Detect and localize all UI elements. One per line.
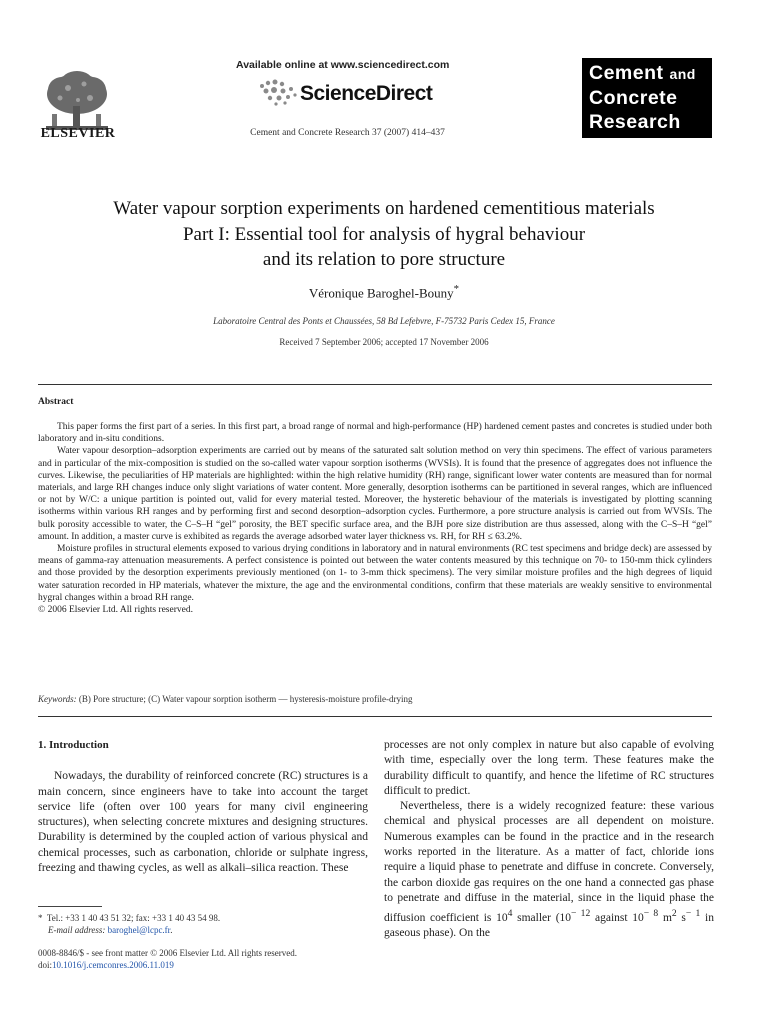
doi-link[interactable]: 10.1016/j.cemconres.2006.11.019 bbox=[52, 960, 174, 970]
journal-citation: Cement and Concrete Research 37 (2007) 414–437 bbox=[250, 128, 445, 138]
available-online-text[interactable]: Available online at www.sciencedirect.com bbox=[236, 59, 450, 71]
sciencedirect-dots-icon bbox=[256, 78, 300, 106]
intro-paragraph-2: Nevertheless, there is a widely recognized feature: these various chemical and physical processes are all dependent on moisture. Numerous examples can be found in the practice and in the research works reported in the literature. As a matter of fact, chloride ions require a liquid phase to penetrate and diffuse in concrete. Conversely, the carbon dioxide gas requires on the one hand a connected gas phase to penetrate and diffuse in the material, since in the liquid phase the diffusion coefficient is $10^4$ smaller ($10^{- 12}$ against $10^{- 8}$ $m^2$ $s^{- 1}$ in gaseous phase). On the bbox=[384, 800, 714, 940]
sciencedirect-logo-text: ScienceDirect bbox=[300, 82, 433, 105]
section-heading-introduction: 1. Introduction bbox=[38, 739, 109, 751]
journal-logo-line-2: Concrete bbox=[589, 87, 678, 109]
keywords bbox=[38, 694, 712, 704]
footnote-rule bbox=[38, 906, 102, 907]
email-link[interactable]: baroghel@lcpc.fr bbox=[107, 925, 171, 935]
received-dates: Received 7 September 2006; accepted 17 November 2006 bbox=[279, 337, 489, 347]
keywords-text: (B) Pore structure; (C) Water vapour sorption isotherm — hysteresis-moisture profile-drying bbox=[78, 694, 413, 704]
abstract-paragraph-2: Water vapour desorption–adsorption experiments are carried out by means of the saturated salt solution method on very thin specimens. The effect of various parameters and in particular of the mix-composition is studied on the so-called water vapour sorption isotherms (WVSIs). It is found that the presence of aggregates does not influence the curves. Likewise, the peculiarities of HP materials are highlighted: within the high relative humidity (RH) range, significant lower water contents are measured than for normal materials, and large RH changes induce only slight variations of water content. More generally, desorption isotherms can be partitioned in several ranges, which are influenced or not by W/C: a unique partition is pointed out, valid for every material tested. Moreover, the hysteretic behaviour of the materials is investigated by plotting scanning isotherms within various RH ranges and by performing first and second desorption–adsorption cycles. Furthermore, a pore structure analysis is carried out from WVSIs. The bulk porosity accessible to water, the C–S–H “gel” porosity, the BET specific surface area, and the BJH pore size distribution are thus assessed, along with the C–S–H “gel” amount. In addition, a master curve is exhibited as regards the average adsorbed water layer thickness vs. RH, for RH ≤ 63.2%. bbox=[38, 446, 712, 542]
publisher-name: ELSEVIER bbox=[40, 126, 116, 141]
journal-logo-line-1: Cement and bbox=[589, 62, 696, 84]
author-footnote bbox=[38, 912, 368, 936]
author-name: Véronique Baroghel-Bouny* bbox=[308, 283, 460, 301]
abstract-heading: Abstract bbox=[38, 397, 74, 407]
abstract-body bbox=[38, 421, 712, 616]
left-column bbox=[38, 738, 368, 876]
abstract-bottom-rule bbox=[38, 716, 712, 717]
title-line-2: Part I: Essential tool for analysis of hygral behaviour bbox=[182, 223, 586, 245]
abstract-copyright: © 2006 Elsevier Ltd. All rights reserved. bbox=[38, 605, 193, 616]
front-matter bbox=[38, 947, 378, 971]
intro-paragraph-1: Nowadays, the durability of reinforced concrete (RC) structures is a main concern, since engineers have to take into account the target service life (often over 100 years for many civil engineering structures), when selecting concrete mixtures and designing structures. Durability is determined by the coupled action of various physical and chemical processes, such as carbonation, chloride or sulphate ingress, freezing and thawing cycles, as well as alkali–silica reaction. These bbox=[38, 770, 368, 875]
keywords-label: Keywords: bbox=[38, 694, 77, 704]
abstract-paragraph-1: This paper forms the first part of a series. In this first part, a broad range of normal and high-performance (HP) hardened cement pastes and concretes is studied under both laboratory and in-situ conditions. bbox=[38, 422, 712, 445]
doi-line: doi:10.1016/j.cemconres.2006.11.019 bbox=[38, 960, 174, 970]
footnote-contact: * Tel.: +33 1 40 43 51 32; fax: +33 1 40 43 54 98. bbox=[38, 913, 221, 923]
article-title bbox=[40, 196, 728, 273]
author-affiliation: Laboratoire Central des Ponts et Chaussées, 58 Bd Lefebvre, F-75732 Paris Cedex 15, France bbox=[213, 316, 555, 326]
abstract-paragraph-3: Moisture profiles in structural elements exposed to various drying conditions in laboratory and in natural environments (RC test specimens and bridge deck) are assessed by means of gamma-ray attenuation measurements. A perfect consistence is pointed out between the water contents measured by this technique on 70- to 150-mm thick cylinders and those provided by the desorption experiments previously mentioned (on 1- to 3-mm thick specimens). The very similar moisture profiles and the high degrees of liquid water saturation recorded in HP materials, whatever the mixture, the age and the environmental conditions, confirm that these materials are weakly sensitive to environmental hygral changes within a broad RH range. bbox=[38, 544, 712, 603]
journal-logo-line-3: Research bbox=[589, 111, 681, 133]
right-column bbox=[384, 738, 714, 942]
journal-logo bbox=[582, 58, 712, 138]
author-footnote-mark[interactable]: * bbox=[453, 283, 460, 295]
footnote-email: E-mail address: baroghel@lcpc.fr. bbox=[48, 925, 173, 935]
title-line-3: and its relation to pore structure bbox=[262, 249, 506, 270]
issn-line: 0008-8846/$ - see front matter © 2006 Elsevier Ltd. All rights reserved. bbox=[38, 948, 298, 958]
intro-paragraph-1-continued: processes are not only complex in nature but also capable of evolving with time, especially over the long term. These features make the durability difficult to quantify, and hence the lifetime of RC structures difficult to predict. bbox=[384, 739, 714, 797]
title-line-1: Water vapour sorption experiments on hardened cementitious materials bbox=[113, 198, 655, 219]
abstract-top-rule bbox=[38, 384, 712, 385]
